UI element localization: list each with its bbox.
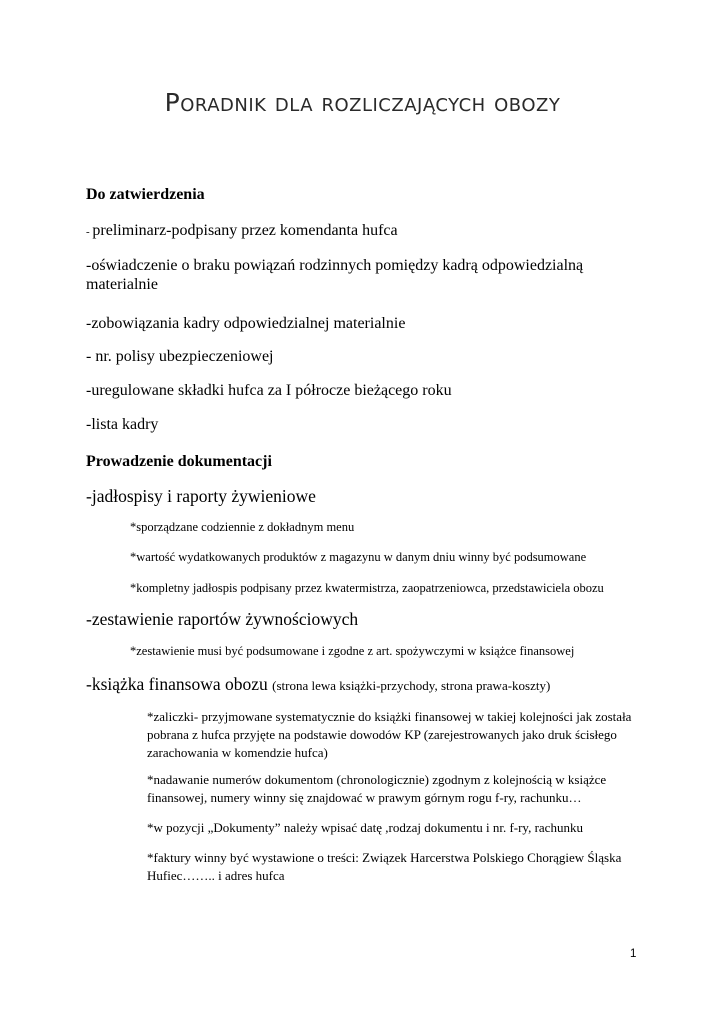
list-item: -lista kadry [86,416,159,433]
page-title: Poradnik dla rozliczających obozy [164,88,561,117]
list-item: - nr. polisy ubezpieczeniowej [86,348,274,365]
note-item: *w pozycji „Dokumenty” należy wpisać datę ,rodzaj dokumentu i nr. f-ry, rachunku [147,820,583,835]
list-item: -uregulowane składki hufca za I półrocze bieżącego roku [86,382,452,399]
subsection-label-menus: -jadłospisy i raporty żywieniowe [86,486,316,506]
subsection-label-text: -książka finansowa obozu [86,674,268,694]
list-item-text: preliminarz-podpisany przez komendanta hufca [92,222,398,239]
subsection-label-note: (strona lewa książki-przychody, strona prawa-koszty) [272,678,551,693]
subsection-label-financial-book [86,674,686,695]
note-item: *zaliczki- przyjmowane systematycznie do książki finansowej w takiej kolejności jak została pobrana z hufca przyjęte na podstawie dowodów KP (zarejestrowanych jako druk ścisłego zarachowania w komendzie hufca) [147,709,632,760]
page-number: 1 [630,948,637,960]
note-item: *kompletny jadłospis podpisany przez kwatermistrza, zaopatrzeniowca, przedstawiciela obozu [130,581,604,595]
subsection-label-food-reports: -zestawienie raportów żywnościowych [86,609,359,629]
note-item: *sporządzane codziennie z dokładnym menu [130,520,355,534]
list-item-dash: - [86,226,93,238]
note-item: *zestawienie musi być podsumowane i zgodne z art. spożywczymi w książce finansowej [130,644,575,658]
list-item: -zobowiązania kadry odpowiedzialnej materialnie [86,315,406,332]
note-item: *nadawanie numerów dokumentom (chronologicznie) zgodnym z kolejnością w książce finansowej, numery winny się znajdować w prawym górnym rogu f-ry, rachunku… [147,772,607,805]
section-heading-approval: Do zatwierdzenia [86,186,205,203]
list-item [86,221,646,240]
note-item: *faktury winny być wystawione o treści: Związek Harcerstwa Polskiego Chorągiew Śląska Hufiec…….. i adres hufca [147,850,622,883]
section-heading-documentation: Prowadzenie dokumentacji [86,453,272,470]
note-item: *wartość wydatkowanych produktów z magazynu w danym dniu winny być podsumowane [130,550,587,564]
list-item: -oświadczenie o braku powiązań rodzinnych pomiędzy kadrą odpowiedzialną materialnie [86,257,584,294]
